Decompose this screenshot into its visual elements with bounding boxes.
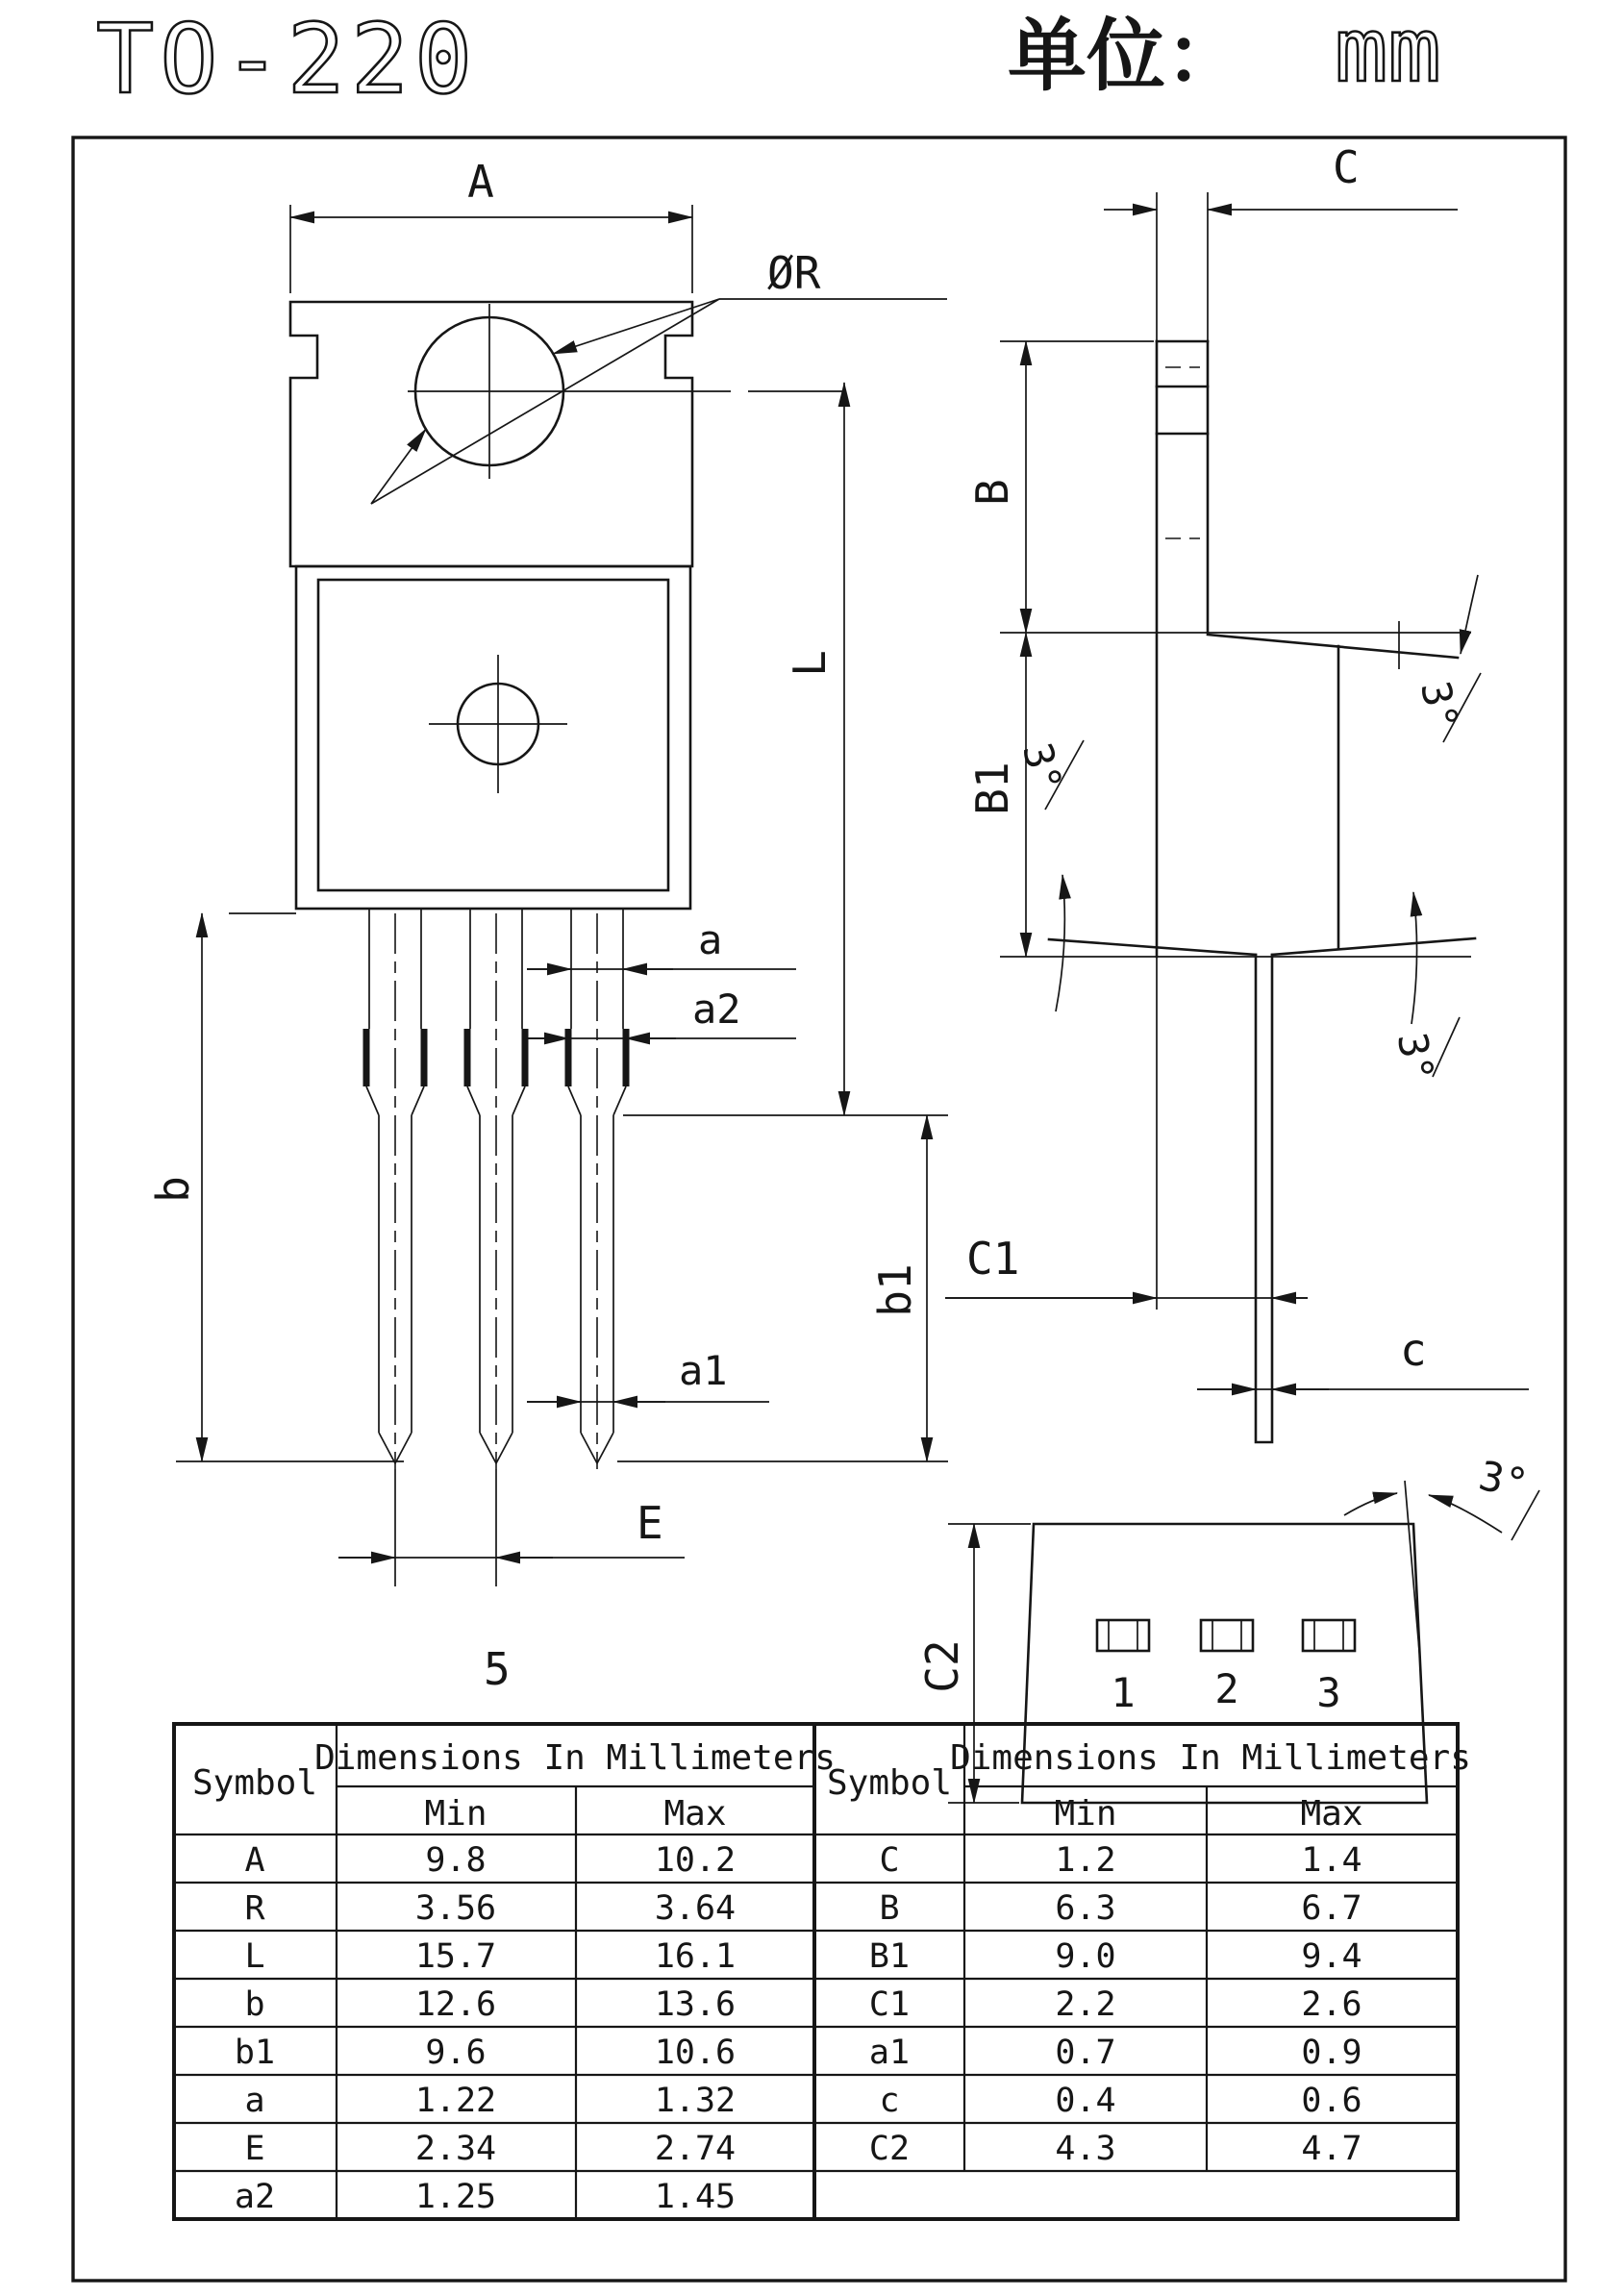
cell-symbol: a2 — [234, 2178, 276, 2216]
cell-max: 16.1 — [654, 1937, 737, 1976]
title-block — [96, 0, 1441, 115]
cell-min: 1.25 — [414, 2178, 497, 2216]
cell-symbol: E — [244, 2130, 265, 2168]
table-row — [879, 1841, 1362, 1880]
cell-symbol: B — [879, 1889, 900, 1928]
table-header-symbol: Symbol — [191, 1763, 318, 1803]
sheet-note: 5 — [484, 1643, 511, 1695]
dim-label-L: L — [784, 650, 836, 677]
table-row — [879, 1889, 1362, 1928]
tab-outline — [290, 302, 692, 566]
pin-number: 1 — [1111, 1669, 1136, 1716]
dim-label-c: c — [1400, 1324, 1427, 1376]
table-row — [244, 2082, 736, 2120]
dim-label-a2: a2 — [692, 986, 741, 1033]
cell-min: 9.8 — [425, 1841, 487, 1880]
front-view — [147, 156, 948, 1695]
angle-arc — [1412, 892, 1417, 1024]
cell-min: 15.7 — [414, 1937, 497, 1976]
cell-max: 9.4 — [1301, 1937, 1362, 1976]
table-row — [244, 2130, 736, 2168]
unit-value: mm — [1335, 0, 1441, 102]
table-row — [244, 1937, 736, 1976]
cell-symbol: a — [244, 2082, 265, 2120]
table-row — [235, 2034, 736, 2072]
cell-max: 10.2 — [654, 1841, 737, 1880]
cell-symbol: C2 — [868, 2130, 911, 2168]
tilt-reference-line — [1405, 1481, 1420, 1661]
cell-min: 2.34 — [414, 2130, 497, 2168]
cell-symbol: b1 — [234, 2034, 276, 2072]
cell-symbol: B1 — [868, 1937, 911, 1976]
dim-label-A: A — [467, 156, 494, 208]
cell-min: 0.7 — [1055, 2034, 1116, 2072]
pad-outline — [1097, 1620, 1149, 1651]
cell-min: 2.2 — [1055, 1985, 1116, 2024]
pad-2 — [1201, 1620, 1253, 1712]
angle-label: 3° — [1474, 1451, 1533, 1509]
phiR-arrow — [553, 299, 719, 354]
phiR-diagonal — [371, 299, 719, 504]
cell-symbol: c — [879, 2082, 900, 2120]
cell-max: 3.64 — [654, 1889, 737, 1928]
body-bottom-slope-left — [1049, 939, 1256, 955]
cell-symbol: L — [244, 1937, 265, 1976]
cell-symbol: C — [879, 1841, 900, 1880]
pad-1 — [1097, 1620, 1149, 1716]
cell-min: 3.56 — [414, 1889, 497, 1928]
package-name-title: TO-220 — [96, 3, 479, 115]
cell-max: 1.32 — [654, 2082, 737, 2120]
cell-min: 4.3 — [1055, 2130, 1116, 2168]
table-row — [869, 2130, 1362, 2168]
table-header-symbol: Symbol — [826, 1763, 953, 1803]
cell-max: 2.74 — [654, 2130, 737, 2168]
pad-3 — [1303, 1620, 1355, 1716]
cell-max: 13.6 — [654, 1985, 737, 2024]
dim-label-C1: C1 — [966, 1233, 1020, 1285]
table-header-max: Max — [663, 1794, 727, 1834]
cell-min: 0.4 — [1055, 2082, 1116, 2120]
pad-outline — [1303, 1620, 1355, 1651]
body-top-slope — [1208, 635, 1458, 658]
angle-label-top: 3° — [1411, 677, 1468, 735]
dim-label-b: b — [147, 1176, 199, 1203]
table-row — [879, 2082, 1362, 2120]
dim-label-B1: B1 — [966, 761, 1018, 815]
angle-label-bottom: 3° — [1387, 1029, 1443, 1086]
lead-1 — [366, 909, 424, 1469]
table-header-min: Min — [1054, 1794, 1117, 1834]
body-inner-plate — [318, 580, 668, 890]
pin-number: 3 — [1316, 1669, 1341, 1716]
cell-max: 0.6 — [1301, 2082, 1362, 2120]
cell-max: 6.7 — [1301, 1889, 1362, 1928]
lead-side-profile — [1256, 955, 1272, 1442]
cell-max: 10.6 — [654, 2034, 737, 2072]
cell-max: 0.9 — [1301, 2034, 1362, 2072]
pin-number: 2 — [1214, 1665, 1239, 1712]
table-header-dimensions: Dimensions In Millimeters — [314, 1738, 836, 1778]
dim-label-b1: b1 — [869, 1263, 921, 1317]
cell-min: 9.6 — [425, 2034, 487, 2072]
cell-min: 12.6 — [414, 1985, 497, 2024]
cell-min: 1.22 — [414, 2082, 497, 2120]
table-row — [869, 1985, 1362, 2024]
table-header-max: Max — [1300, 1794, 1363, 1834]
cell-max: 1.4 — [1301, 1841, 1362, 1880]
body-outline — [296, 566, 690, 909]
cell-min: 1.2 — [1055, 1841, 1116, 1880]
table-row — [235, 2178, 736, 2216]
unit-label: 单位： — [1008, 12, 1245, 100]
cell-symbol: R — [244, 1889, 265, 1928]
table-header-dimensions: Dimensions In Millimeters — [950, 1738, 1471, 1778]
dim-label-a: a — [698, 916, 723, 963]
angle-arc — [1461, 575, 1478, 654]
table-row — [244, 1889, 736, 1928]
cell-max: 4.7 — [1301, 2130, 1362, 2168]
table-header-min: Min — [424, 1794, 487, 1834]
cell-max: 1.45 — [654, 2178, 737, 2216]
table-row — [244, 1841, 736, 1880]
table-row — [869, 1937, 1362, 1976]
dimension-table — [174, 1724, 1471, 2219]
lead-2 — [467, 909, 525, 1469]
lead-3 — [568, 909, 626, 1469]
table-row — [869, 2034, 1362, 2072]
angle-arc — [1056, 875, 1064, 1011]
cell-symbol: C1 — [868, 1985, 911, 2024]
dim-label-C: C — [1333, 141, 1360, 193]
side-view — [945, 141, 1529, 1442]
table-row — [244, 1985, 736, 2024]
phiR-arrow — [371, 429, 426, 504]
cell-max: 2.6 — [1301, 1985, 1362, 2024]
cell-symbol: a1 — [868, 2034, 911, 2072]
cell-min: 6.3 — [1055, 1889, 1116, 1928]
cell-symbol: b — [244, 1985, 265, 2024]
dim-label-C2: C2 — [916, 1639, 968, 1693]
dim-label-phiR: ØR — [767, 247, 821, 299]
cell-symbol: A — [244, 1841, 265, 1880]
dim-label-E: E — [637, 1497, 663, 1549]
body-bottom-slope-right — [1272, 938, 1475, 955]
angle-arc — [1344, 1493, 1397, 1515]
dim-label-B: B — [966, 479, 1018, 506]
cell-min: 9.0 — [1055, 1937, 1116, 1976]
angle-label-left: 3° — [1012, 737, 1072, 798]
pad-outline — [1201, 1620, 1253, 1651]
dim-label-a1: a1 — [679, 1347, 728, 1394]
